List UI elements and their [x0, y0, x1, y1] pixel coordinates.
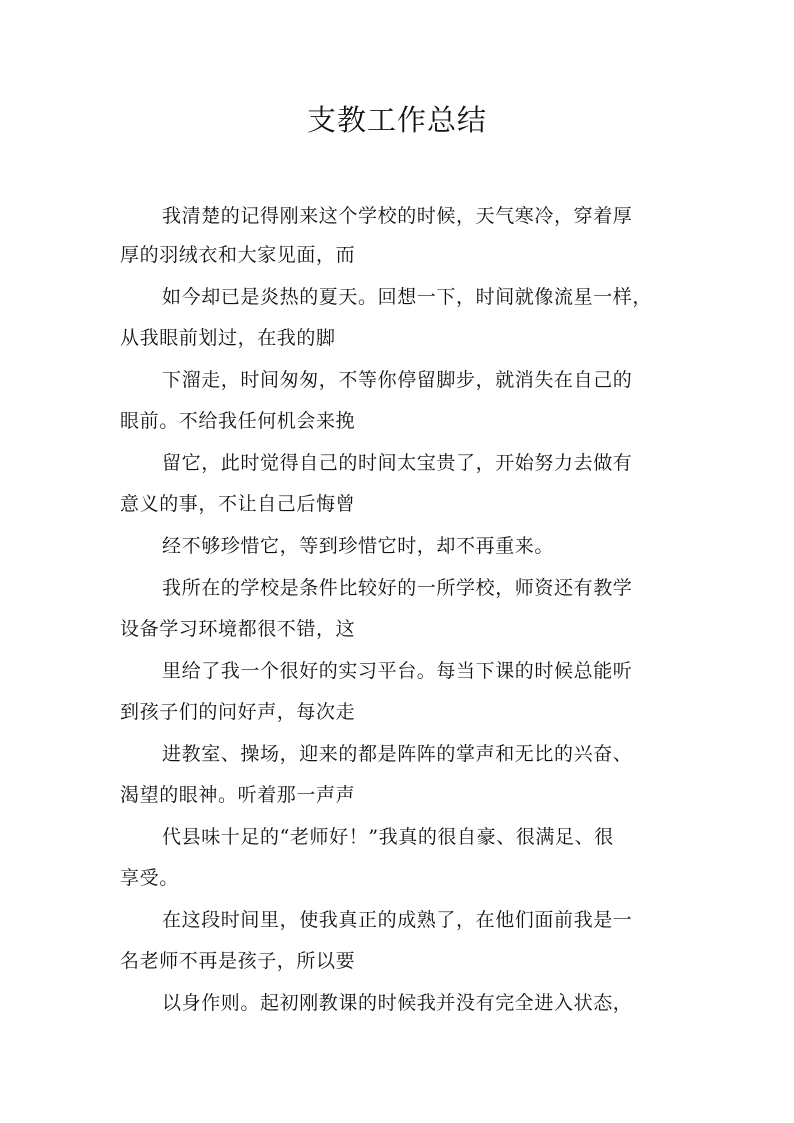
text-line: 名老师不再是孩子，所以要	[120, 950, 356, 972]
text-line: 设备学习环境都很不错，这	[120, 618, 356, 640]
text-line: 眼前。不给我任何机会来挽	[120, 410, 356, 432]
text-line: 留它，此时觉得自己的时间太宝贵了，开始努力去做有	[162, 452, 633, 474]
text-line: 到孩子们的问好声，每次走	[120, 701, 356, 723]
text-line: 意义的事，不让自己后悔曾	[120, 493, 356, 515]
text-line: 以身作则。起初刚教课的时候我并没有完全进入状态，	[162, 992, 633, 1014]
text-line: 厚的羽绒衣和大家见面，而	[120, 244, 356, 266]
text-line: 我所在的学校是条件比较好的一所学校，师资还有教学	[162, 577, 633, 599]
text-line: 下溜走，时间匆匆，不等你停留脚步，就消失在自己的	[162, 369, 633, 391]
text-line: 代县味十足的“老师好！”我真的很自豪、很满足、很	[162, 826, 614, 848]
text-line: 里给了我一个很好的实习平台。每当下课的时候总能听	[162, 660, 633, 682]
text-line: 我清楚的记得刚来这个学校的时候，天气寒冷，穿着厚	[162, 205, 633, 227]
document-title: 支教工作总结	[306, 103, 487, 137]
text-line: 进教室、操场，迎来的都是阵阵的掌声和无比的兴奋、	[162, 743, 633, 765]
text-line: 经不够珍惜它，等到珍惜它时，却不再重来。	[162, 535, 555, 557]
text-line: 渴望的眼神。听着那一声声	[120, 784, 356, 806]
text-line: 享受。	[120, 867, 179, 889]
text-line: 从我眼前划过，在我的脚	[120, 327, 336, 349]
text-line: 如今却已是炎热的夏天。回想一下，时间就像流星一样，	[162, 286, 653, 308]
text-line: 在这段时间里，使我真正的成熟了，在他们面前我是一	[162, 909, 633, 931]
